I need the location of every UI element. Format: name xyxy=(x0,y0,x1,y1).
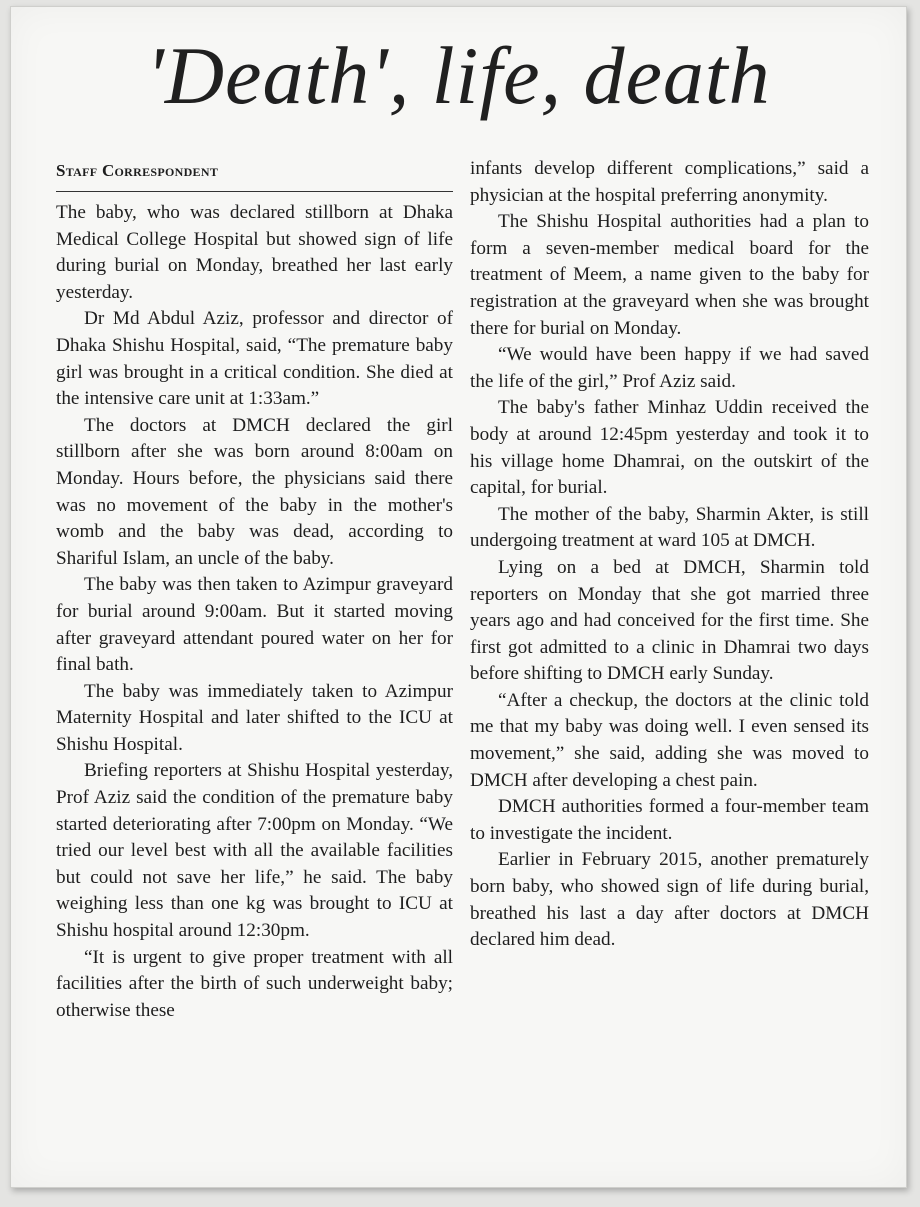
paragraph: DMCH authorities formed a four-member team to investigate the incident. xyxy=(470,796,869,844)
paragraph: Earlier in February 2015, another prematurely born baby, who showed sign of life during burial, breathed his last a day after doctors at DMCH declared him dead. xyxy=(470,849,869,951)
paragraph: The mother of the baby, Sharmin Akter, is still undergoing treatment at ward 105 at DMCH. xyxy=(470,503,869,552)
paragraph: “We would have been happy if we had saved the life of the girl,” Prof Aziz said. xyxy=(470,344,869,392)
paragraph: Briefing reporters at Shishu Hospital yesterday, Prof Aziz said the condition of the premature baby started deteriorating after 7:00pm on Monday. “We tried our level best with all the available facilities but could not save her life,” he said. The baby weighing less than one kg was brought to ICU at Shishu hospital around 12:30pm. xyxy=(56,760,453,942)
paragraph: “After a checkup, the doctors at the clinic told me that my baby was doing well. I even sensed its movement,” she said, adding she was moved to DMCH after developing a chest pain. xyxy=(470,689,869,791)
headline: 'Death', life, death xyxy=(146,30,771,121)
left-column xyxy=(56,200,453,1024)
newspaper-clipping xyxy=(10,6,907,1188)
byline: Staff Correspondent xyxy=(56,161,219,180)
right-column xyxy=(470,156,869,954)
paragraph: Lying on a bed at DMCH, Sharmin told reporters on Monday that she got married three years ago and had conceived for the first time. She first got admitted to a clinic in Dhamrai two days before shifting to DMCH early Sunday. xyxy=(470,556,869,685)
paragraph: The baby was then taken to Azimpur graveyard for burial around 9:00am. But it started moving after graveyard attendant poured water on her for final bath. xyxy=(56,574,453,676)
paragraph: The Shishu Hospital authorities had a plan to form a seven-member medical board for the treatment of Meem, a name given to the baby for registration at the graveyard when she was brought there for burial on Monday. xyxy=(470,211,869,339)
paragraph: The doctors at DMCH declared the girl stillborn after she was born around 8:00am on Monday. Hours before, the physicians said there was no movement of the baby in the mother's womb and the baby was dead, according to Shariful Islam, an uncle of the baby. xyxy=(56,414,453,569)
paragraph: The baby's father Minhaz Uddin received the body at around 12:45pm yesterday and took it to his village home Dhamrai, on the outskirt of the capital, for burial. xyxy=(470,397,869,499)
paragraph: The baby was immediately taken to Azimpur Maternity Hospital and later shifted to the ICU at Shishu Hospital. xyxy=(56,680,453,755)
paragraph: infants develop different complications,” said a physician at the hospital preferring anonymity. xyxy=(470,158,869,206)
paragraph: Dr Md Abdul Aziz, professor and director of Dhaka Shishu Hospital, said, “The premature baby girl was brought in a critical condition. She died at the intensive care unit at 1:33am.” xyxy=(56,308,453,410)
paragraph: “It is urgent to give proper treatment with all facilities after the birth of such underweight baby; otherwise these xyxy=(56,946,453,1021)
paragraph: The baby, who was declared stillborn at Dhaka Medical College Hospital but showed sign of life during burial on Monday, breathed her last early yesterday. xyxy=(56,202,453,303)
byline-divider xyxy=(56,191,453,192)
